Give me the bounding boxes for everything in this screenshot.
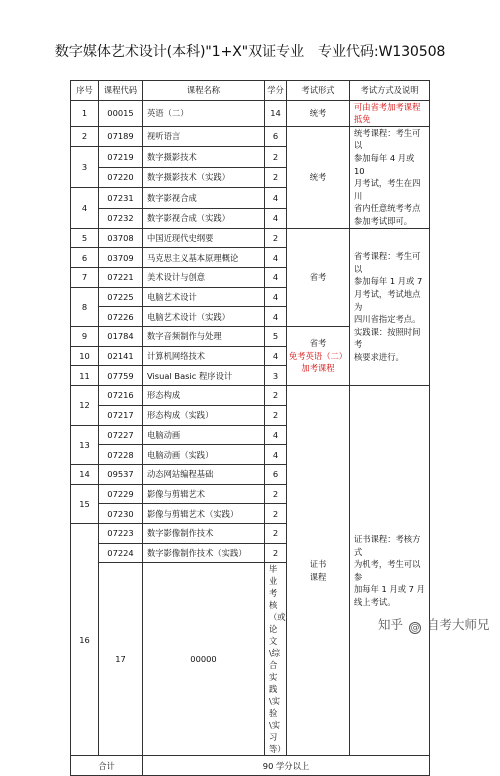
- watermark: [378, 615, 490, 634]
- cell-code: 07231: [99, 187, 143, 208]
- cell-name: 数字影像制作技术（实践）: [143, 543, 265, 563]
- cell-credit: 14: [265, 100, 287, 126]
- at-icon: @: [410, 623, 420, 633]
- cell-credit: 2: [265, 543, 287, 563]
- note-shengkao-line: 四川省指定考点。: [354, 314, 421, 325]
- cell-no: 10: [71, 346, 99, 366]
- note-row1-line1: 可由省考加考课程: [354, 101, 421, 112]
- note-tongkao-line: 参加考试即可。: [354, 216, 413, 227]
- cell-credit: 4: [265, 248, 287, 268]
- cell-no: 2: [71, 126, 99, 146]
- course-table: [70, 80, 430, 776]
- form-shengkao-2-line1: 省考: [309, 338, 327, 349]
- cell-no: 3: [71, 146, 99, 187]
- cell-credit: 6: [265, 464, 287, 484]
- total-row: [71, 756, 430, 776]
- cell-credit: 2: [265, 523, 287, 543]
- cell-code: 07228: [99, 445, 143, 465]
- cell-name: 电脑艺术设计（实践）: [143, 307, 265, 327]
- cell-name: 数字影视合成（实践）: [143, 208, 265, 228]
- page-title: 数字媒体艺术设计(本科)"1+X"双证专业 专业代码:W130508: [54, 44, 446, 60]
- total-label: 合计: [71, 756, 143, 776]
- cell-credit: 3: [265, 366, 287, 386]
- cell-code: 07227: [99, 425, 143, 445]
- cell-code: 07216: [99, 386, 143, 406]
- total-value: 90 学分以上: [143, 756, 430, 776]
- cell-code: 01784: [99, 327, 143, 347]
- note-shengkao-line: 月考试，考试地点为: [354, 288, 421, 312]
- cell-note-row1: [350, 100, 430, 126]
- cell-name: 数字影像制作技术: [143, 523, 265, 543]
- cell-credit: 2: [265, 386, 287, 406]
- cell-name: 毕业考核（或论文\综合实践\实验\实习等）: [265, 563, 287, 756]
- cell-note-zhengshu: [350, 386, 430, 756]
- cell-name: 电脑艺术设计: [143, 287, 265, 307]
- cell-name: 形态构成: [143, 386, 265, 406]
- cell-no: 14: [71, 464, 99, 484]
- note-tongkao-line: 月考试，考生在四川: [354, 178, 421, 201]
- note-shengkao-line: 核要求进行。: [354, 351, 404, 362]
- cell-no: 4: [71, 187, 99, 228]
- cell-name: 美术设计与创意: [143, 268, 265, 288]
- cell-note-tongkao: [350, 126, 430, 228]
- cell-name: 影像与剪辑艺术（实践）: [143, 504, 265, 524]
- cell-code: 07224: [99, 543, 143, 563]
- cell-name: 英语（二）: [143, 100, 265, 126]
- note-zhengshu-line: 证书课程：考核方式: [354, 533, 421, 557]
- cell-credit: 2: [265, 167, 287, 187]
- table-row: [71, 386, 430, 406]
- cell-name: 数字音频制作与处理: [143, 327, 265, 347]
- header-form: 考试形式: [287, 81, 350, 101]
- cell-code: 07230: [99, 504, 143, 524]
- cell-code: 07232: [99, 208, 143, 228]
- note-tongkao-line: 统考课程：考生可以: [354, 127, 421, 151]
- cell-credit: 2: [265, 146, 287, 167]
- cell-name: 动态网站编程基础: [143, 464, 265, 484]
- header-note: 考试方式及说明: [350, 81, 430, 101]
- cell-code: 07229: [99, 484, 143, 504]
- cell-no: 17: [99, 563, 143, 756]
- cell-code: 07219: [99, 146, 143, 167]
- watermark-prefix: 知乎: [378, 617, 404, 632]
- note-shengkao-line: 实践课：按照时间考: [354, 326, 421, 350]
- cell-code: 07759: [99, 366, 143, 386]
- cell-no: 1: [71, 100, 99, 126]
- cell-code: 03708: [99, 228, 143, 248]
- cell-code: 07220: [99, 167, 143, 187]
- cell-code: 07221: [99, 268, 143, 288]
- watermark-name: 自考大师兄: [426, 617, 490, 632]
- cell-credit: 4: [265, 208, 287, 228]
- header-credit: 学分: [265, 81, 287, 101]
- cell-name: 马克思主义基本原理概论: [143, 248, 265, 268]
- header-code: 课程代码: [99, 81, 143, 101]
- cell-code: 07223: [99, 523, 143, 543]
- cell-name: 数字摄影技术（实践）: [143, 167, 265, 187]
- cell-form-tongkao-2: 统考: [287, 126, 350, 228]
- cell-name: 电脑动画（实践）: [143, 445, 265, 465]
- header-no: 序号: [71, 81, 99, 101]
- cell-no: 11: [71, 366, 99, 386]
- cell-code: 07217: [99, 405, 143, 425]
- note-zhengshu-line: 为机考，考生可以参: [354, 559, 421, 582]
- cell-credit: 6: [265, 126, 287, 146]
- cell-no: 5: [71, 228, 99, 248]
- header-name: 课程名称: [143, 81, 265, 101]
- cell-name: 计算机网络技术: [143, 346, 265, 366]
- cell-note-shengkao: [350, 228, 430, 386]
- note-tongkao-line: 省内任意统考考点: [354, 203, 421, 214]
- cell-code: 09537: [99, 464, 143, 484]
- cell-credit: 4: [265, 445, 287, 465]
- cell-name: 数字影视合成: [143, 187, 265, 208]
- cell-name: 视听语言: [143, 126, 265, 146]
- form-zhengshu-line1: 证书: [309, 559, 327, 570]
- form-zhengshu-line2: 课程: [309, 571, 327, 582]
- note-row1-line2: 抵免: [354, 114, 371, 125]
- table-row: [71, 228, 430, 248]
- cell-code: 03709: [99, 248, 143, 268]
- cell-no: 13: [71, 425, 99, 464]
- cell-form-shengkao-1: 省考: [287, 228, 350, 326]
- cell-code: 00015: [99, 100, 143, 126]
- table-header-row: [71, 81, 430, 101]
- cell-credit: 2: [265, 484, 287, 504]
- cell-name: 形态构成（实践）: [143, 405, 265, 425]
- cell-code: 07226: [99, 307, 143, 327]
- cell-code: 07189: [99, 126, 143, 146]
- cell-name: 中国近现代史纲要: [143, 228, 265, 248]
- cell-form-zhengshu: [287, 386, 350, 756]
- cell-credit: 4: [265, 346, 287, 366]
- cell-no: 15: [71, 484, 99, 523]
- cell-no: 8: [71, 287, 99, 326]
- cell-credit: 2: [265, 228, 287, 248]
- note-tongkao-line: 参加每年 4 月或 10: [354, 153, 415, 176]
- cell-no: 6: [71, 248, 99, 268]
- cell-code: 02141: [99, 346, 143, 366]
- note-zhengshu-line: 线上考试。: [354, 596, 396, 607]
- cell-name: 电脑动画: [143, 425, 265, 445]
- cell-name: 影像与剪辑艺术: [143, 484, 265, 504]
- cell-code: 07225: [99, 287, 143, 307]
- note-zhengshu-line: 加每年 1 月或 7 月: [354, 584, 425, 595]
- cell-credit: 2: [265, 504, 287, 524]
- cell-credit: 4: [265, 425, 287, 445]
- cell-credit: 4: [265, 268, 287, 288]
- cell-name: Visual Basic 程序设计: [143, 366, 265, 386]
- cell-no: 16: [71, 523, 99, 755]
- cell-credit: 4: [265, 287, 287, 307]
- note-shengkao-line: 省考课程：考生可以: [354, 251, 421, 274]
- table-row: [71, 100, 430, 126]
- cell-no: 9: [71, 327, 99, 347]
- cell-form-tongkao-1: 统考: [287, 100, 350, 126]
- cell-credit: 4: [265, 307, 287, 327]
- note-shengkao-line: 参加每年 1 月或 7: [354, 276, 423, 287]
- table-row: [71, 126, 430, 146]
- cell-form-shengkao-2: [287, 327, 350, 386]
- cell-credit: 5: [265, 327, 287, 347]
- cell-code: 00000: [143, 563, 265, 756]
- form-shengkao-2-red1: 免考英语（二）: [289, 350, 348, 361]
- cell-credit: 4: [265, 187, 287, 208]
- cell-no: 12: [71, 386, 99, 425]
- form-shengkao-2-red2: 加考课程: [301, 363, 335, 374]
- cell-no: 7: [71, 268, 99, 288]
- cell-name: 数字摄影技术: [143, 146, 265, 167]
- cell-credit: 2: [265, 405, 287, 425]
